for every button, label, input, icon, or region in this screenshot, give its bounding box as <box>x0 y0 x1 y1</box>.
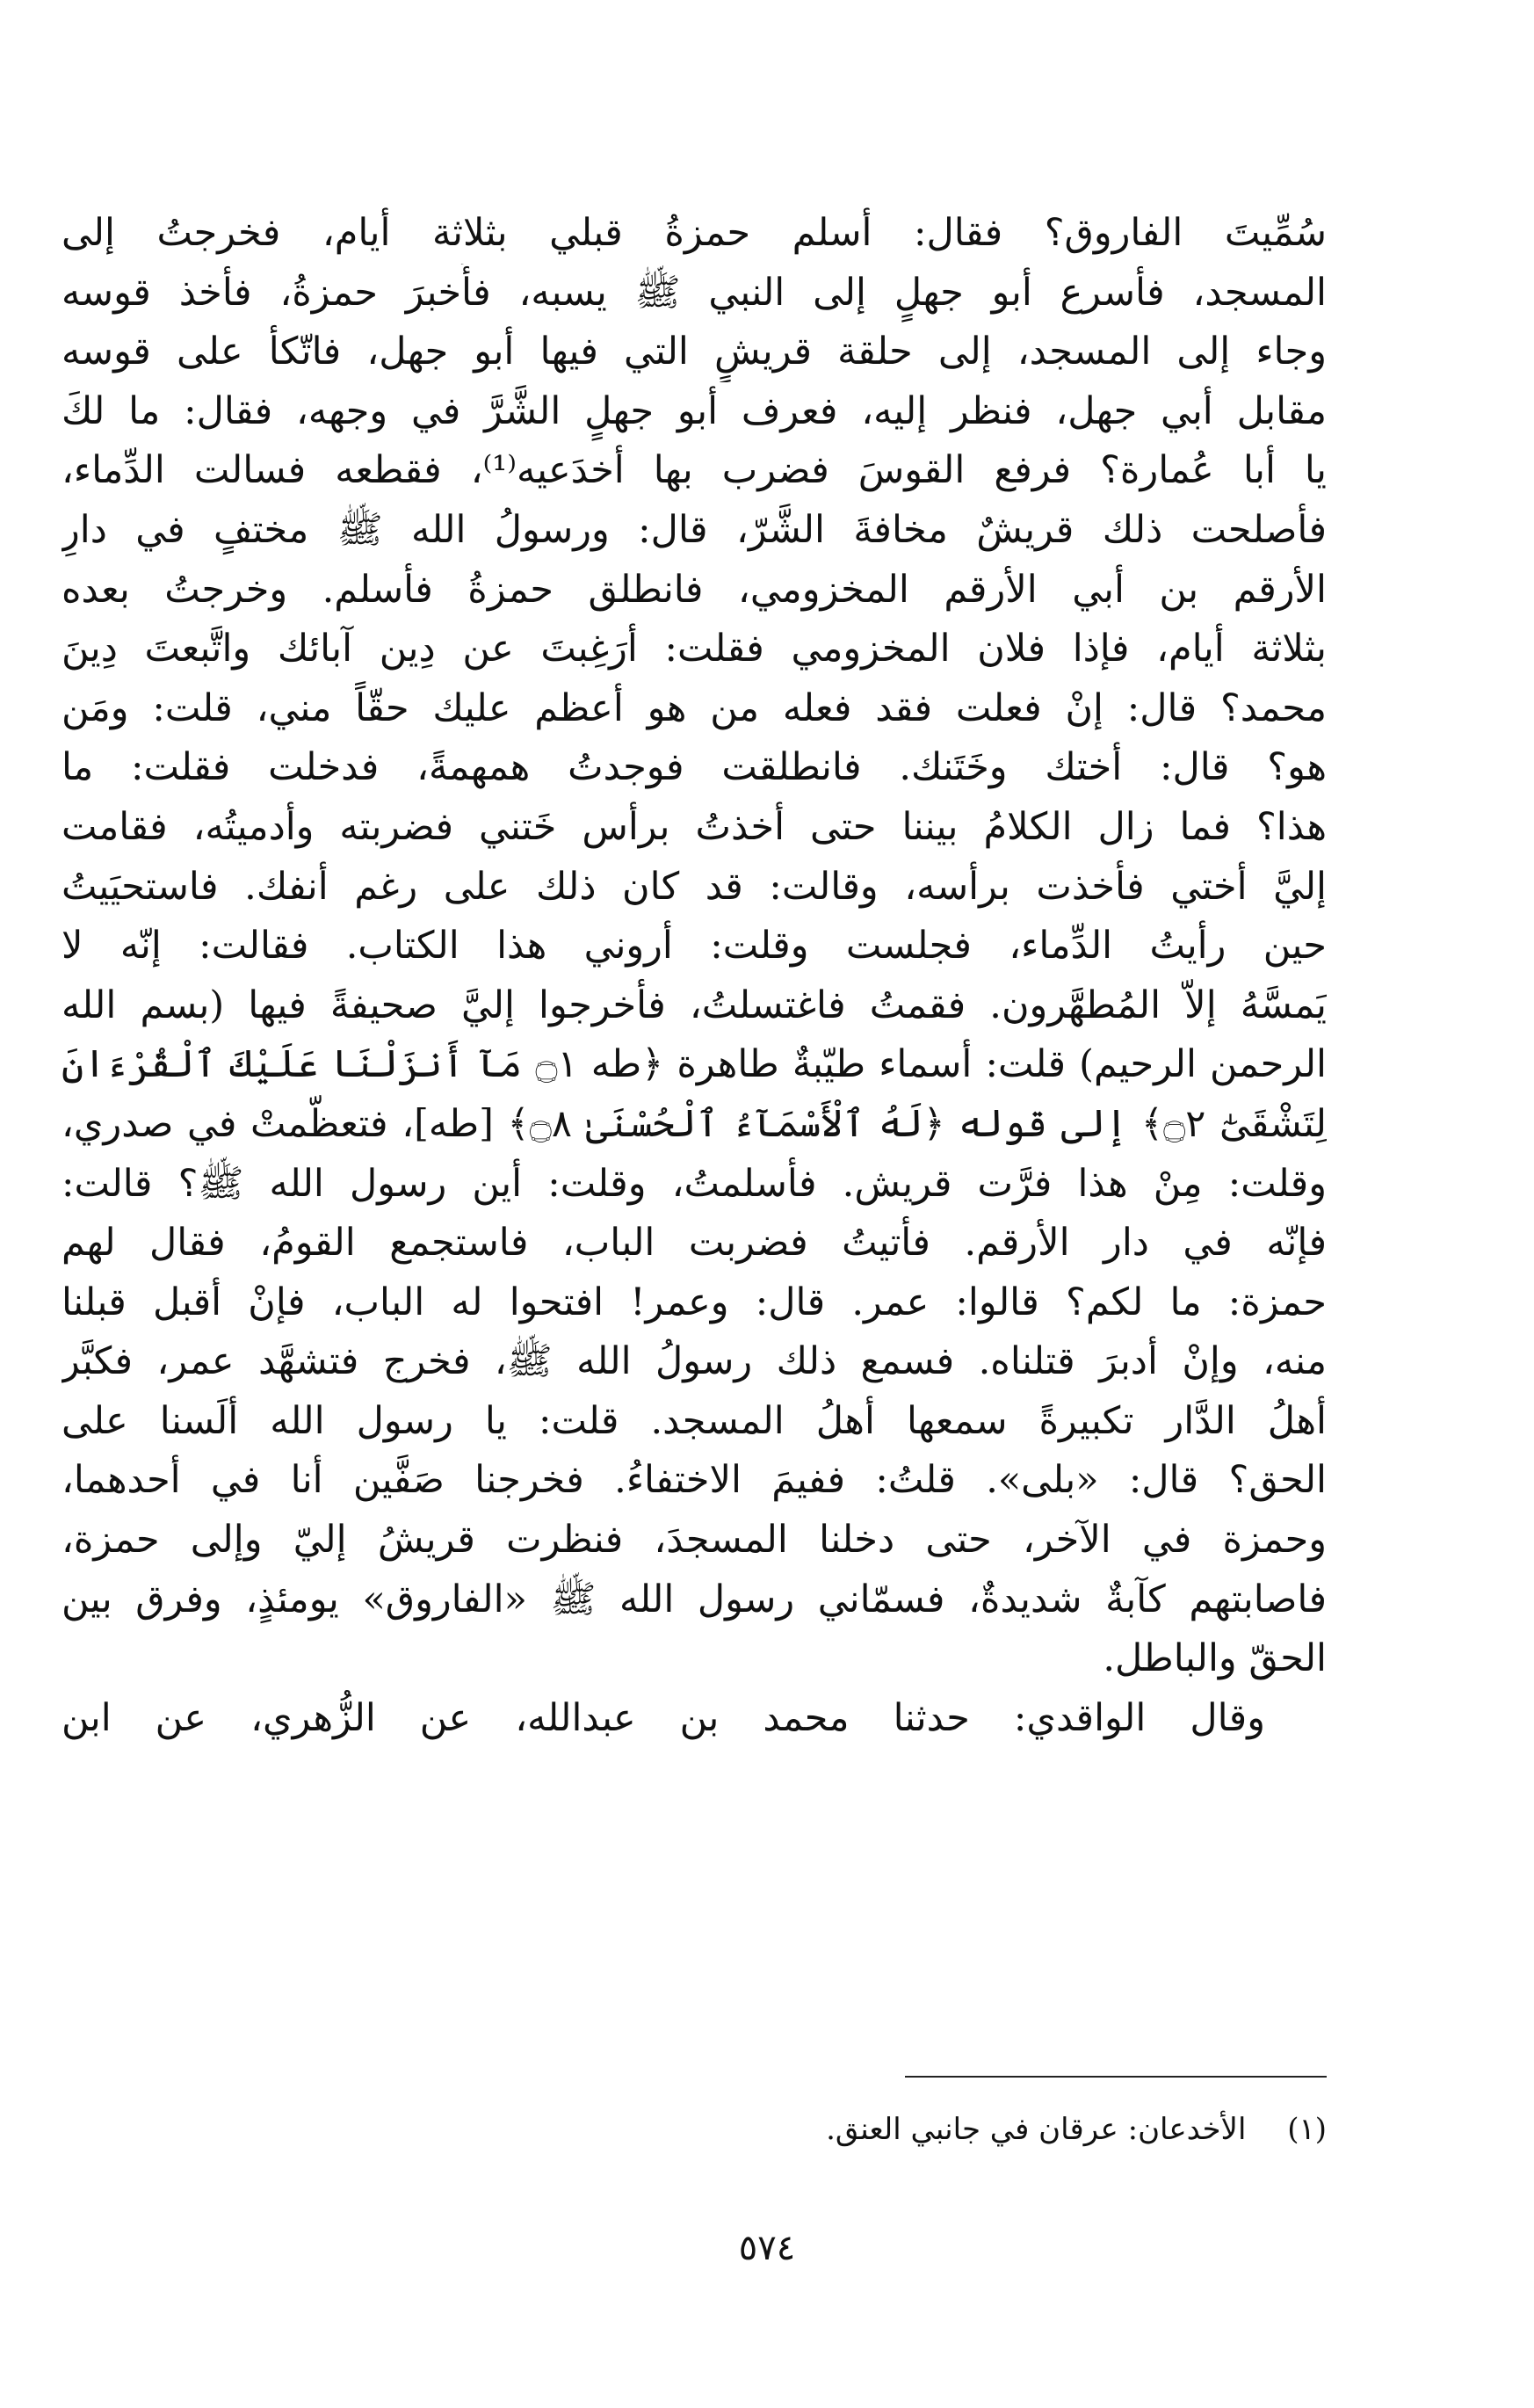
text-line: هو؟ قال: أختك وخَتَنك. فانطلقت فوجدتُ همهمةً، فدخلت فقلت: ما <box>62 745 1327 790</box>
text-line: الحق؟ قال: «بلى». قلتُ: ففيمَ الاختفاءُ. فخرجنا صَفَّين أنا في أحدهما، <box>62 1458 1327 1503</box>
text-line-paragraph-end: الحقّ والباطل. <box>1103 1636 1327 1681</box>
footnote <box>272 2107 1327 2151</box>
text-line: وجاء إلى المسجد، إلى حلقة قريشٍ التي فيها أبو جهل، فاتّكأ على قوسه <box>62 330 1327 374</box>
text-line: أهلُ الدَّار تكبيرةً سمعها أهلُ المسجد. قلت: يا رسول الله ألَسنا على <box>62 1398 1327 1443</box>
text-line: لِتَشْقَىٰٓ ۝٢﴾ إلى قوله ﴿لَهُ ٱلْأَسْمَآءُ ٱلْحُسْنَىٰ ۝٨﴾ [طه]، فتعظَّمتْ في صدري، <box>62 1101 1327 1146</box>
text-line: مقابل أبي جهل، فنظر إليه، فعرف أبو جهلٍ الشَّرَّ في وجهه، فقال: ما لكَ <box>62 388 1327 433</box>
text-line: يَمسَّهُ إلاّ المُطهَّرون. فقمتُ فاغتسلتُ، فأخرجوا إليَّ صحيفةً فيها (بسم الله <box>62 983 1327 1027</box>
footnote-text: الأخدعان: عرقان في جانبي العنق. <box>826 2112 1247 2147</box>
text-line: محمد؟ قال: إنْ فعلت فقد فعله من هو أعظم عليك حقّاً مني، قلت: ومَن <box>62 685 1327 730</box>
text-line: فاصابتهم كآبةٌ شديدةٌ، فسمّاني رسول الله ﷺ «الفاروق» يومئذٍ، وفرق بين <box>62 1577 1327 1621</box>
text-line: بثلاثة أيام، فإذا فلان المخزومي فقلت: أرَغِبتَ عن دِين آبائك واتَّبعتَ دِينَ <box>62 627 1327 671</box>
text-line: الأرقم بن أبي الأرقم المخزومي، فانطلق حمزةُ فأسلم. وخرجتُ بعده <box>62 567 1327 612</box>
text-line: المسجد، فأسرع أبو جهلٍ إلى النبي ﷺ يسبه، فأُخبرَ حمزةُ، فأخذ قوسه <box>62 270 1327 315</box>
text-line: هذا؟ فما زال الكلامُ بيننا حتى أخذتُ برأس خَتني فضربته وأدميتُه، فقامت <box>62 804 1327 849</box>
text-line: يا أبا عُمارة؟ فرفع القوسَ فضرب بها أخدَعيه⁽¹⁾، فقطعه فسالت الدِّماء، <box>62 448 1327 493</box>
text-line: حمزة: ما لكم؟ قالوا: عمر. قال: وعمر! افتحوا له الباب، فإنْ أقبل قبلنا <box>62 1280 1327 1324</box>
text-line: فأصلحت ذلك قريشٌ مخافةَ الشَّرّ، قال: ورسولُ الله ﷺ مختفٍ في دارِ <box>62 507 1327 552</box>
main-text <box>62 204 1327 1748</box>
text-line: فإنّه في دار الأرقم. فأتيتُ فضربت الباب، فاستجمع القومُ، فقال لهم <box>62 1221 1327 1266</box>
text-line: الرحمن الرحيم) قلت: أسماء طيّبةٌ طاهرة ﴿طه ۝١ مَآ أَنزَلْنَا عَلَيْكَ ٱلْقُرْءَانَ <box>62 1042 1327 1087</box>
footnote-separator <box>905 2076 1327 2078</box>
footnote-number: (١) <box>1287 2112 1327 2147</box>
text-line: وقلت: مِنْ هذا فرَّت قريش. فأسلمتُ، وقلت: أين رسول الله ﷺ؟ قالت: <box>62 1161 1327 1206</box>
page-body <box>62 204 1327 1748</box>
text-line: منه، وإنْ أدبرَ قتلناه. فسمع ذلك رسولُ الله ﷺ، فخرج فتشهَّد عمر، فكبَّر <box>62 1339 1327 1384</box>
text-line: إليَّ أختي فأخذت برأسه، وقالت: قد كان ذلك على رغم أنفك. فاستحيَيتُ <box>62 864 1327 909</box>
text-line-new-paragraph: وقال الواقدي: حدثنا محمد بن عبدالله، عن الزُّهري، عن ابن <box>62 1695 1265 1740</box>
text-line: سُمِّيتَ الفاروق؟ فقال: أسلم حمزةُ قبلي بثلاثة أيام، فخرجتُ إلى <box>62 211 1327 255</box>
text-line: حين رأيتُ الدِّماء، فجلست وقلت: أروني هذا الكتاب. فقالت: إنّه لا <box>62 924 1327 968</box>
text-line: وحمزة في الآخر، حتى دخلنا المسجدَ، فنظرت قريشُ إليّ وإلى حمزة، <box>62 1518 1327 1563</box>
page-number: ٥٧٤ <box>738 2228 796 2268</box>
